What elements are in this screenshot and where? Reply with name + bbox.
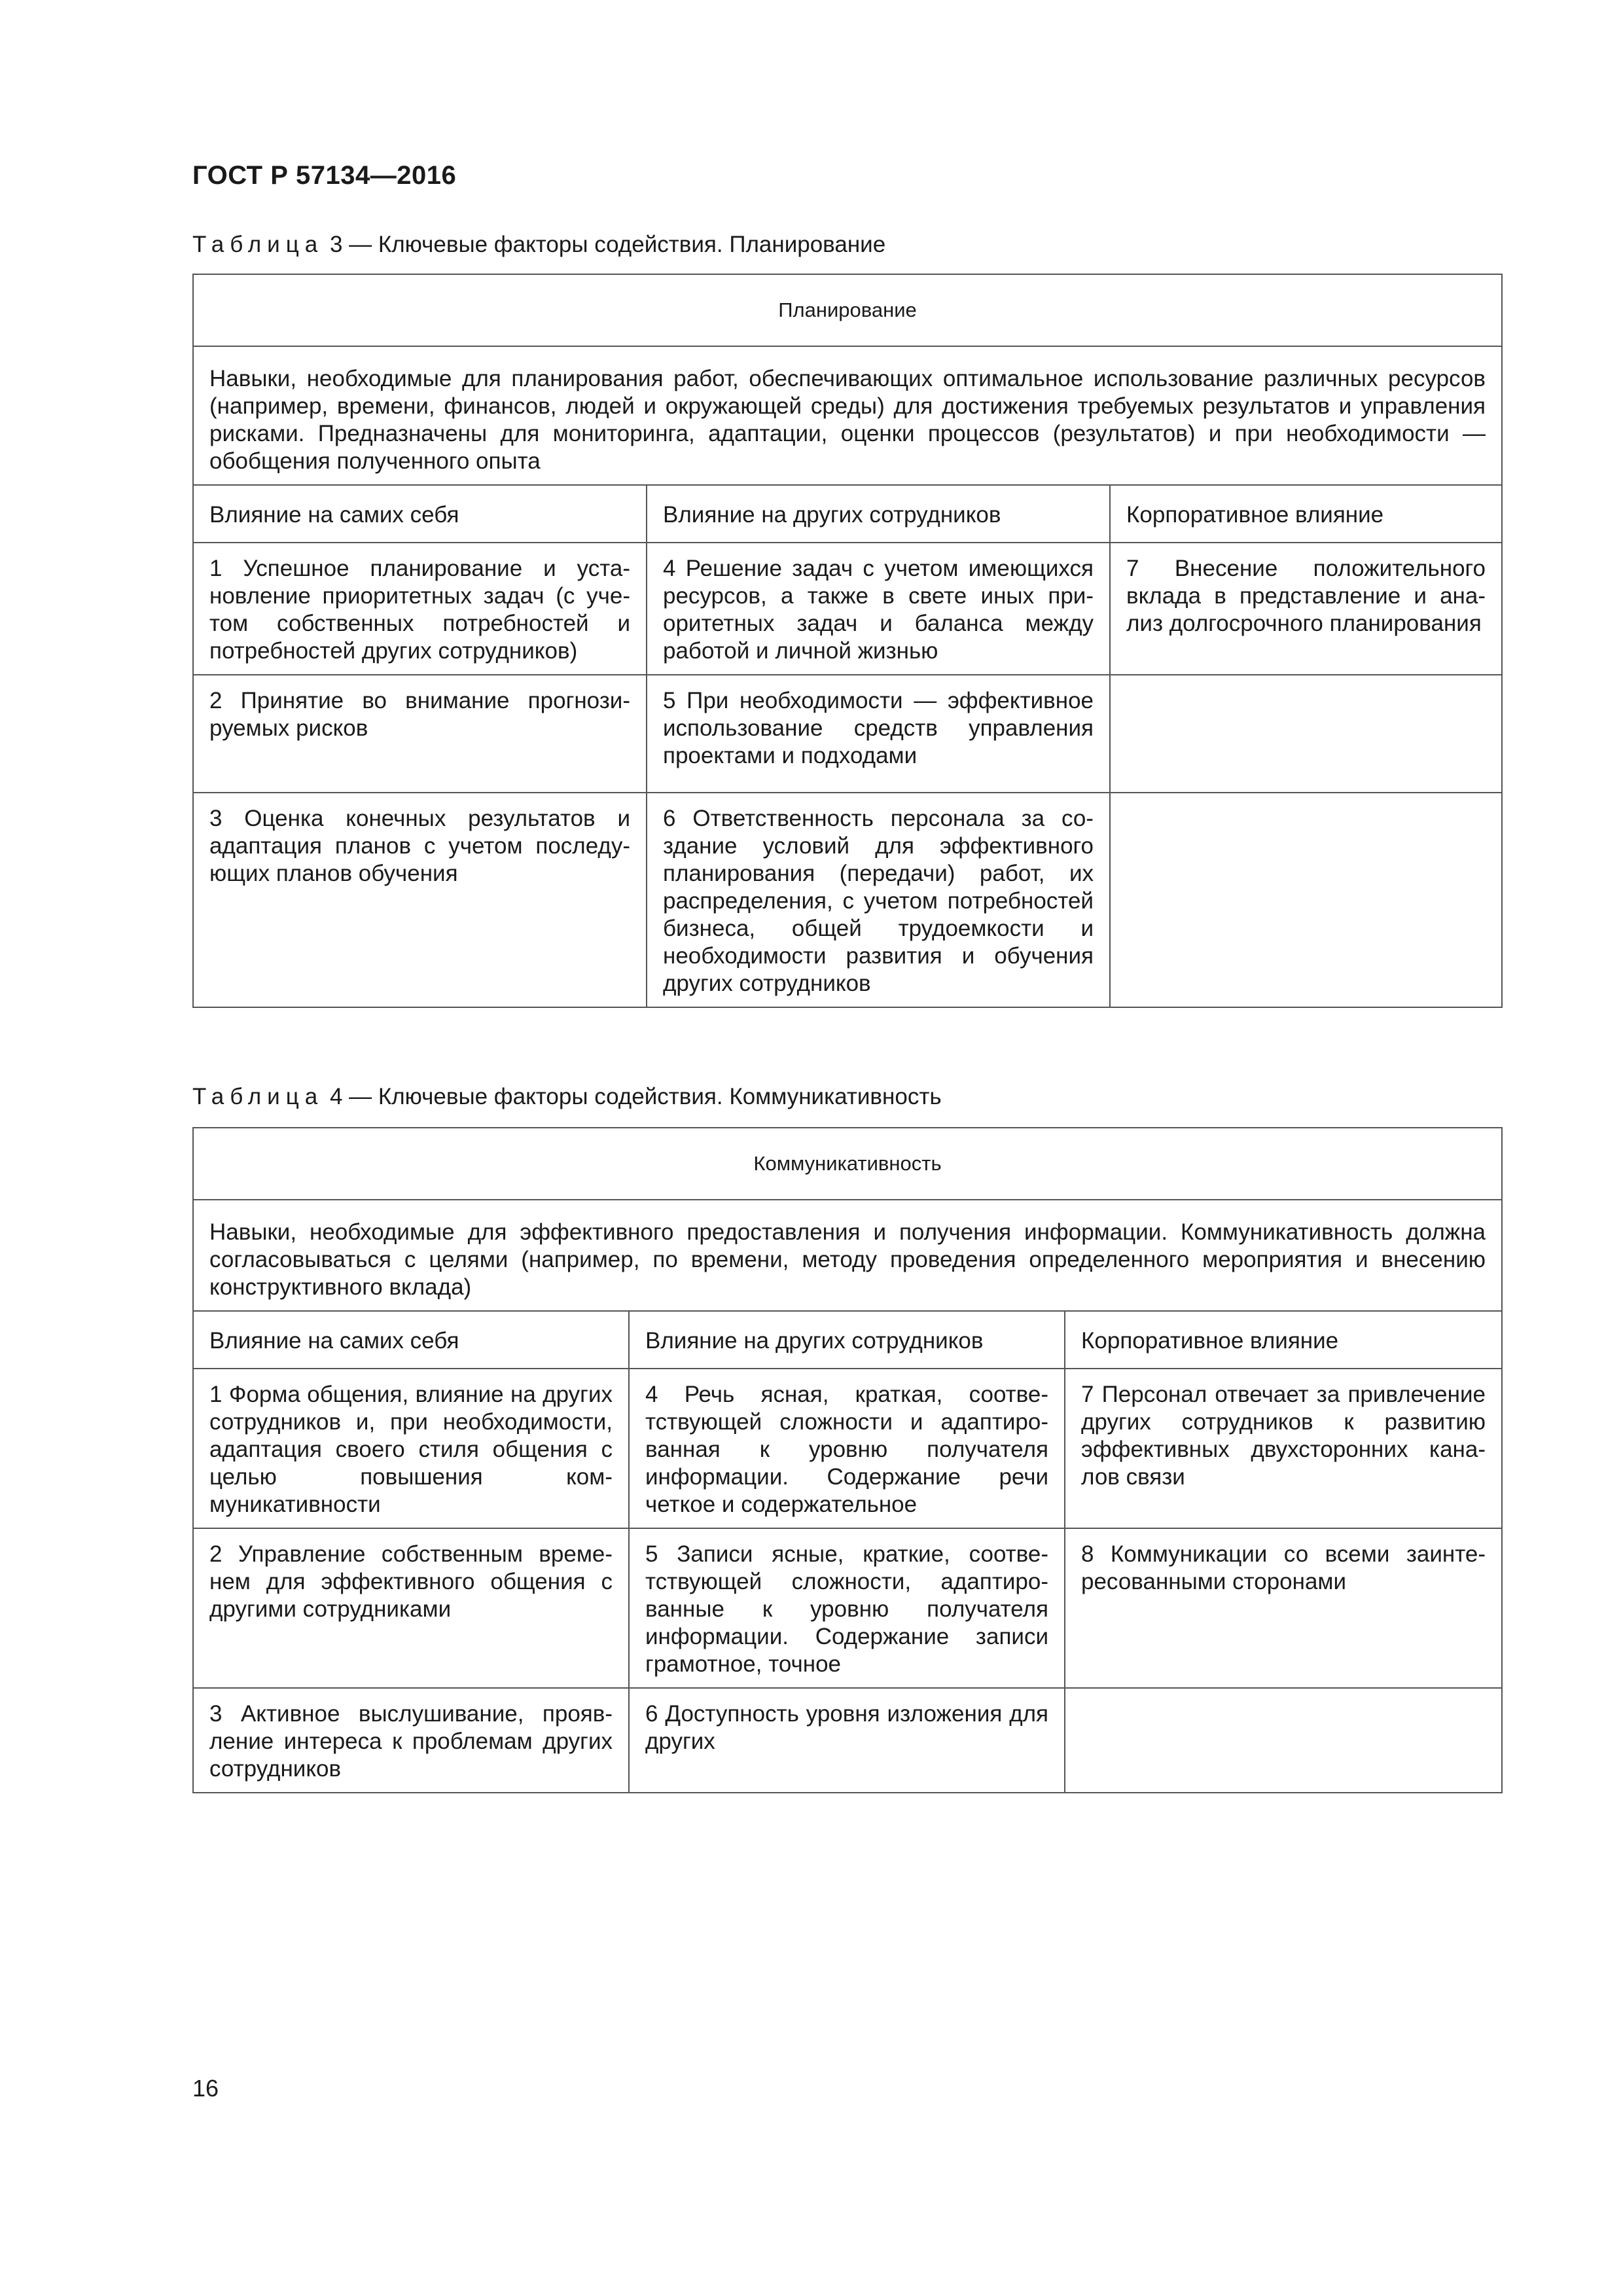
table-3 (192, 274, 1503, 1008)
table-row (193, 675, 1502, 793)
table-cell: 2 Управление собственным временем для эффективного общения с другими сотрудниками (193, 1528, 629, 1688)
table-4 (192, 1127, 1503, 1793)
column-header: Влияние на самих себя (193, 1311, 629, 1369)
table-row (193, 1688, 1502, 1793)
table-cell (1065, 1688, 1502, 1793)
caption-word: Таблица (192, 232, 324, 257)
table-cell: 1 Форма общения, влияние на других сотрудников и, при необходимости, адаптация своего стиля общения с целью повышения коммуникативности (193, 1369, 629, 1528)
page-number: 16 (192, 2075, 219, 2102)
table-cell: 3 Активное выслушивание, проявление интереса к проблемам других сотрудников (193, 1688, 629, 1793)
caption-word: Таблица (192, 1084, 324, 1109)
table-cell: 4 Речь ясная, краткая, соответствующей сложности и адаптированная к уровню получателя информации. Содержание речи четкое и содержательное (629, 1369, 1065, 1528)
table-title: Коммуникативность (193, 1128, 1502, 1200)
document-header: ГОСТ Р 57134—2016 (192, 161, 457, 190)
table-description: Навыки, необходимые для планирования работ, обеспечивающих оптимальное использование различных ресурсов (например, времени, финансов, людей и окружающей среды) для достижения требуемых результатов и управления рисками. Предназначены для мониторинга, адаптации, оценки процессов (результатов) и при необходимости — обобщения полученного опыта (193, 346, 1502, 485)
table-row (193, 543, 1502, 675)
table-3-caption (192, 232, 885, 258)
table-cell: 3 Оценка конечных результатов и адаптация планов с учетом последующих планов обучения (193, 793, 647, 1007)
table-cell: 5 Записи ясные, краткие, соответствующей сложности, адаптированные к уровню получателя информации. Содержание записи грамотное, точное (629, 1528, 1065, 1688)
table-cell: 7 Внесение положительного вклада в представление и анализ долгосрочного планирования (1110, 543, 1502, 675)
caption-text: 3 — Ключевые факторы содействия. Планирование (323, 232, 886, 257)
column-header: Корпоративное влияние (1110, 485, 1502, 543)
table-row (193, 1528, 1502, 1688)
caption-text: 4 — Ключевые факторы содействия. Коммуникативность (323, 1084, 942, 1109)
table-row (193, 793, 1502, 1007)
table-cell: 4 Решение задач с учетом имеющихся ресурсов, а также в свете иных приоритетных задач и баланса между работой и личной жизнью (647, 543, 1110, 675)
column-header: Влияние на других сотрудников (629, 1311, 1065, 1369)
table-cell: 1 Успешное планирование и установление приоритетных задач (с учетом собственных потребностей и потребностей других сотрудников) (193, 543, 647, 675)
table-description: Навыки, необходимые для эффективного предоставления и получения информации. Коммуникативность должна согласовываться с целями (например, по времени, методу проведения определенного мероприятия и внесению конструктивного вклада) (193, 1200, 1502, 1311)
table-cell: 2 Принятие во внимание прогнозируемых рисков (193, 675, 647, 793)
table-cell (1110, 675, 1502, 793)
column-header: Корпоративное влияние (1065, 1311, 1502, 1369)
table-4-caption (192, 1084, 942, 1110)
column-header: Влияние на самих себя (193, 485, 647, 543)
table-cell: 5 При необходимости — эффективное использование средств управления проектами и подходами (647, 675, 1110, 793)
column-header: Влияние на других сотрудников (647, 485, 1110, 543)
table-cell (1110, 793, 1502, 1007)
table-title: Планирование (193, 274, 1502, 346)
table-row (193, 1369, 1502, 1528)
table-cell: 8 Коммуникации со всеми заинтересованными сторонами (1065, 1528, 1502, 1688)
table-cell: 6 Ответственность персонала за создание условий для эффективного планирования (передачи) работ, их распределения, с учетом потребностей бизнеса, общей трудоемкости и необходимости развития и обучения других сотрудников (647, 793, 1110, 1007)
table-cell: 6 Доступность уровня изложения для других (629, 1688, 1065, 1793)
table-cell: 7 Персонал отвечает за привлечение других сотрудников к развитию эффективных двухсторонних каналов связи (1065, 1369, 1502, 1528)
